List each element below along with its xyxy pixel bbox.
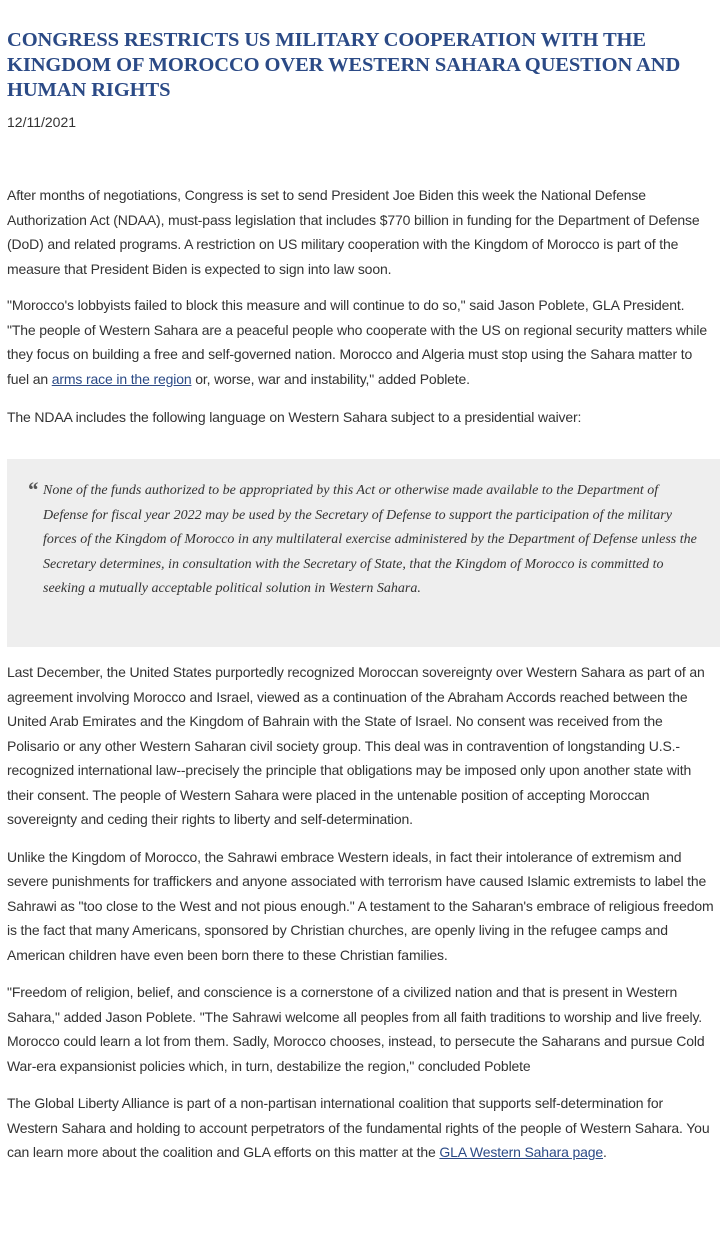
quote-icon: “ <box>27 477 38 502</box>
paragraph-ndaa-language: The NDAA includes the following language on Western Sahara subject to a presidential waiver: <box>7 409 582 425</box>
blockquote-text: None of the funds authorized to be appropriated by this Act or otherwise made available to the Department of Defense for fiscal year 2022 may be used by the Secretary of Defense to support the participation of the military forces of the Kingdom of Morocco in any multilateral exercise administered by the Department of Defense unless the Secretary determines, in consultation with the Secretary of State, that the Kingdom of Morocco is committed to seeking a mutually acceptable political solution in Western Sahara. <box>43 483 697 597</box>
article-continued <box>7 660 715 1165</box>
article <box>7 0 715 430</box>
article-title: CONGRESS RESTRICTS US MILITARY COOPERATION WITH THE KINGDOM OF MOROCCO OVER WESTERN SAHARA QUESTION AND HUMAN RIGHTS <box>7 29 681 101</box>
paragraph-last-december: Last December, the United States purportedly recognized Moroccan sovereignty over Western Sahara as part of an agreement involving Morocco and Israel, viewed as a continuation of the Abraham Accords reached between the United Arab Emirates and the Kingdom of Bahrain with the State of Israel. No consent was received from the Polisario or any other Western Saharan civil society group. This deal was in contravention of longstanding U.S.-recognized international law--precisely the principle that obligations may be imposed only upon another state with their consent. The people of Western Sahara were placed in the untenable position of accepting Moroccan sovereignty and ceding their rights to liberty and self-determination. <box>7 664 705 827</box>
paragraph-gla-coalition <box>7 1091 715 1165</box>
publish-date: 12/11/2021 <box>7 114 77 130</box>
paragraph-intro: After months of negotiations, Congress is set to send President Joe Biden this week the National Defense Authorization Act (NDAA), must-pass legislation that includes $770 billion in funding for the Department of Defense (DoD) and related programs. A restriction on US military cooperation with the Kingdom of Morocco is part of the measure that President Biden is expected to sign into law soon. <box>7 187 700 277</box>
gla-western-sahara-link[interactable]: GLA Western Sahara page <box>439 1144 604 1160</box>
blockquote <box>7 459 720 647</box>
paragraph-poblete-quote <box>7 293 715 391</box>
paragraph-freedom-of-religion: "Freedom of religion, belief, and conscience is a cornerstone of a civilized nation and that is present in Western Sahara," added Jason Poblete. "The Sahrawi welcome all peoples from all faith traditions to worship and live freely. Morocco could learn a lot from them. Sadly, Morocco chooses, instead, to persecute the Saharans and pursue Cold War-era expansionist policies which, in turn, destabilize the region," concluded Poblete <box>7 984 705 1074</box>
paragraph-sahrawi-ideals: Unlike the Kingdom of Morocco, the Sahrawi embrace Western ideals, in fact their intolerance of extremism and severe punishments for traffickers and anyone associated with terrorism have caused Islamic extremists to label the Sahrawi as "too close to the West and not pious enough." A testament to the Saharan's embrace of religious freedom is the fact that many Americans, sponsored by Christian churches, are openly living in the refugee camps and American children have even been born there to these Christian families. <box>7 848 714 963</box>
paragraph-text: "Morocco's lobbyists failed to block this measure and will continue to do so," said Jason Poblete, GLA President. "The people of Western Sahara are a peaceful people who cooperate with the US on regional security matters while they focus on building a free and self-governed nation. Morocco and Algeria must stop using the Sahara matter to fuel an <box>7 297 707 387</box>
arms-race-link[interactable]: arms race in the region <box>51 370 192 387</box>
paragraph-text: The Global Liberty Alliance is part of a non-partisan international coalition that supports self-determination for Western Sahara and holding to account perpetrators of the fundamental rights of the people of Western Sahara. You can learn more about the coalition and GLA efforts on this matter at the <box>7 1095 710 1160</box>
paragraph-text: or, worse, war and instability," added Poblete. <box>191 370 470 387</box>
paragraph-text: . <box>603 1144 607 1160</box>
